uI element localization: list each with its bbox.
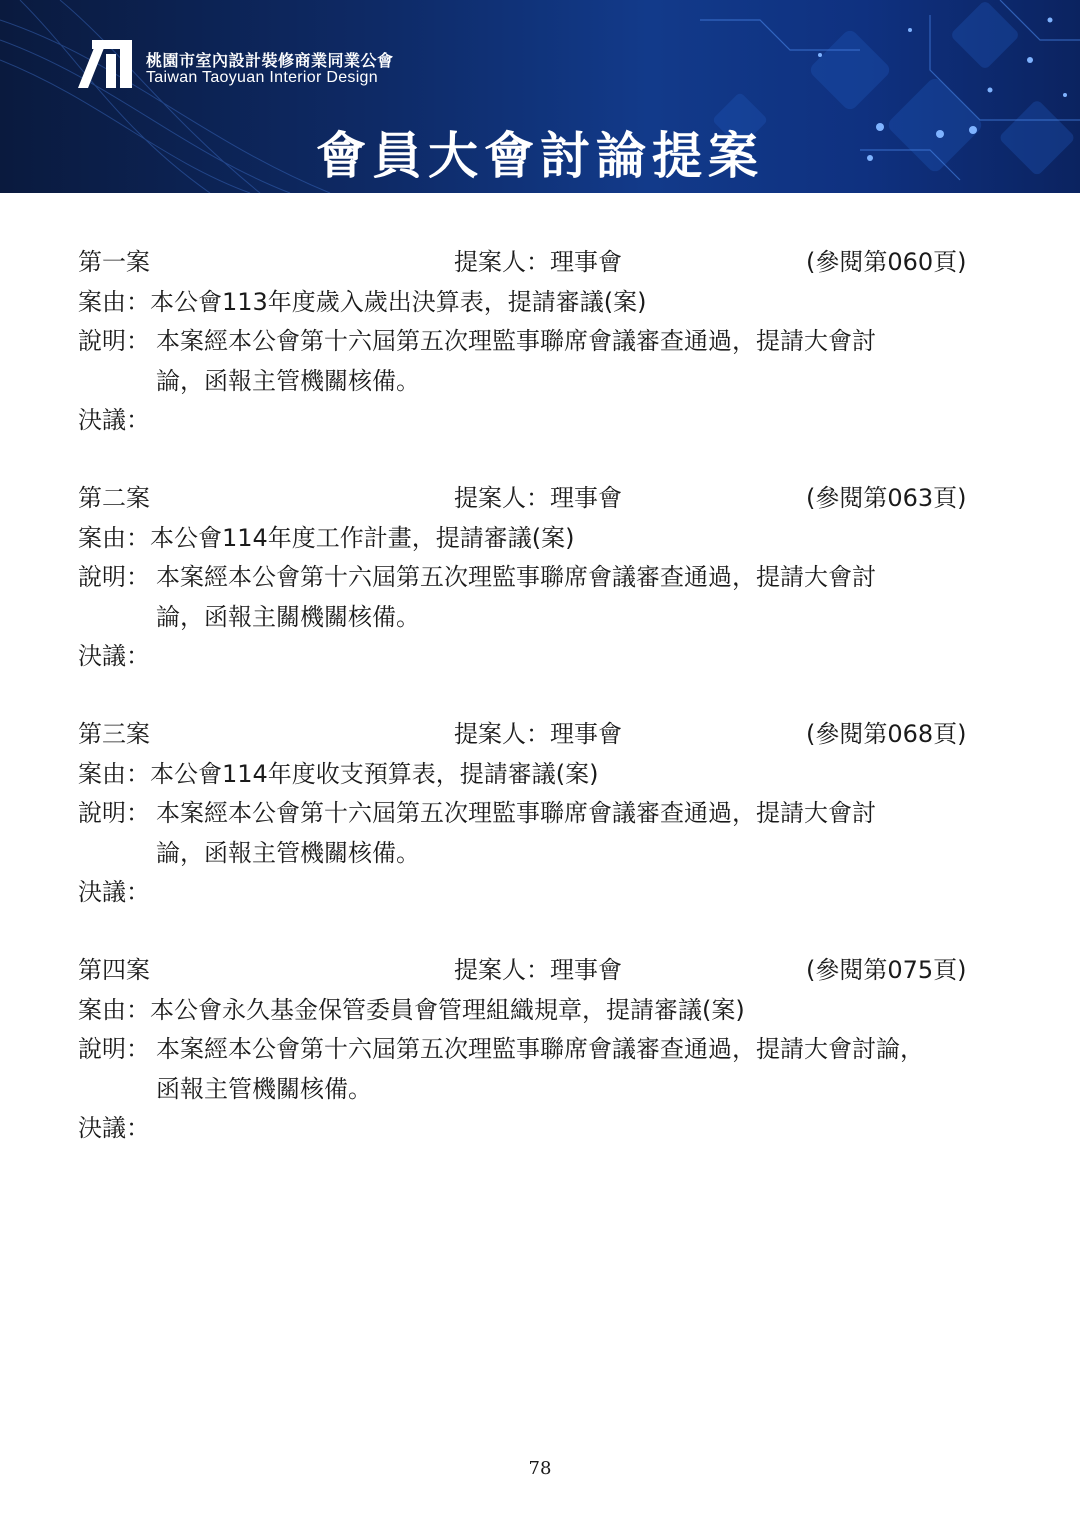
- proposal-case-1: [78, 243, 998, 441]
- org-name-en: Taiwan Taoyuan Interior Design: [146, 69, 378, 86]
- case-resolution: 決議：: [78, 1114, 150, 1142]
- case-description: [78, 794, 998, 834]
- description-label: 說明：: [78, 799, 150, 827]
- header-banner: [0, 0, 1080, 193]
- case-number: 第二案: [78, 484, 150, 512]
- case-header-row: [78, 479, 998, 519]
- page-reference: (參閱第063頁): [806, 484, 967, 512]
- case-resolution: 決議：: [78, 642, 150, 670]
- description-line: 本案經本公會第十六屆第五次理監事聯席會議審查通過，提請大會討: [156, 799, 876, 827]
- description-continuation: 論，函報主管機關核備。: [156, 366, 420, 395]
- association-logo: [78, 40, 134, 88]
- description-label: 說明：: [78, 1035, 150, 1063]
- proposer: 提案人：理事會: [454, 956, 622, 984]
- case-number: 第三案: [78, 720, 150, 748]
- case-resolution: 決議：: [78, 878, 150, 906]
- page-number: 78: [528, 1458, 552, 1479]
- description-line: 本案經本公會第十六屆第五次理監事聯席會議審查通過，提請大會討: [156, 563, 876, 591]
- description-continuation: 函報主管機關核備。: [156, 1074, 372, 1103]
- proposer: 提案人：理事會: [454, 484, 622, 512]
- page-reference: (參閱第068頁): [806, 720, 967, 748]
- case-resolution: 決議：: [78, 406, 150, 434]
- case-subject: 案由：本公會永久基金保管委員會管理組織規章，提請審議(案): [78, 995, 745, 1024]
- description-line: 本案經本公會第十六屆第五次理監事聯席會議審查通過，提請大會討: [156, 327, 876, 355]
- case-subject: 案由：本公會114年度工作計畫，提請審議(案): [78, 523, 575, 552]
- org-name-zh: 桃園市室內設計裝修商業同業公會: [146, 51, 394, 70]
- proposer: 提案人：理事會: [454, 248, 622, 276]
- proposal-case-2: [78, 479, 998, 677]
- description-label: 說明：: [78, 563, 150, 591]
- case-description: [78, 1030, 998, 1070]
- description-continuation: 論，函報主關機關核備。: [156, 602, 420, 631]
- case-description: [78, 322, 998, 362]
- case-number: 第四案: [78, 956, 150, 984]
- description-line: 本案經本公會第十六屆第五次理監事聯席會議審查通過，提請大會討論，: [156, 1035, 924, 1063]
- case-header-row: [78, 715, 998, 755]
- case-description: [78, 558, 998, 598]
- page-reference: (參閱第060頁): [806, 248, 967, 276]
- case-header-row: [78, 243, 998, 283]
- case-number: 第一案: [78, 248, 150, 276]
- case-header-row: [78, 951, 998, 991]
- case-subject: 案由：本公會113年度歲入歲出決算表，提請審議(案): [78, 287, 647, 316]
- description-label: 說明：: [78, 327, 150, 355]
- proposal-case-4: [78, 951, 998, 1149]
- page-reference: (參閱第075頁): [806, 956, 967, 984]
- description-continuation: 論，函報主管機關核備。: [156, 838, 420, 867]
- page-title: 會員大會討論提案: [316, 127, 764, 185]
- proposer: 提案人：理事會: [454, 720, 622, 748]
- case-subject: 案由：本公會114年度收支預算表，提請審議(案): [78, 759, 599, 788]
- proposal-case-3: [78, 715, 998, 913]
